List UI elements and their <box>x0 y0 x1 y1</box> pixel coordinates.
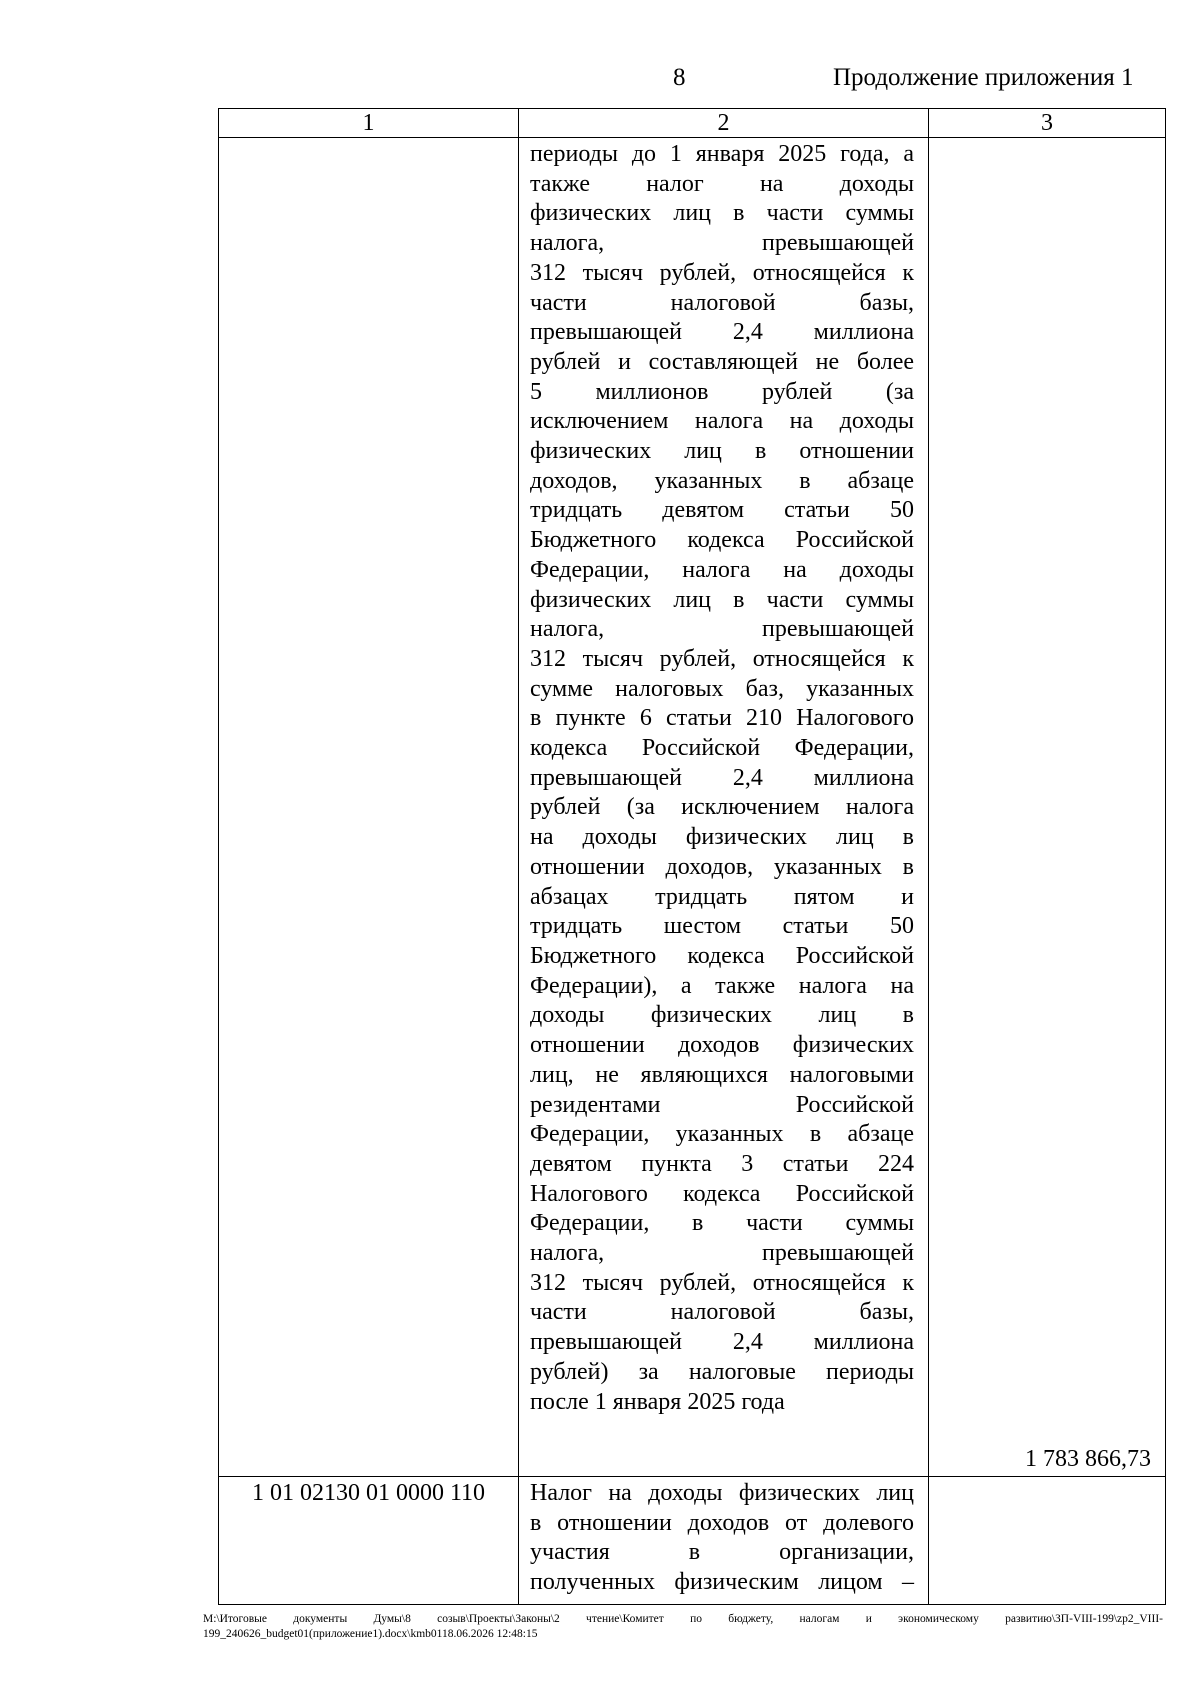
description-line: в отношении доходов от долевого <box>530 1509 914 1536</box>
page-number: 8 <box>673 64 686 91</box>
description-line: Федерации, указанных в абзаце <box>530 1121 914 1148</box>
column-header-3: 3 <box>929 109 1166 138</box>
continuation-note: Продолжение приложения 1 <box>833 64 1134 91</box>
description-line: полученных физическим лицом – <box>530 1569 914 1596</box>
description-line: Федерации, налога на доходы <box>530 556 914 583</box>
description-line: отношении доходов физических <box>530 1032 914 1059</box>
file-path-line: 199_240626_budget01(приложение1).docx\kmb0118.06.2026 12:48:15 <box>203 1628 538 1640</box>
budget-code-cell: 1 01 02130 01 0000 110 <box>219 1477 519 1605</box>
description-line: физических лиц в части суммы <box>530 200 914 227</box>
description-line: Налог на доходы физических лиц <box>530 1480 914 1506</box>
description-line: тридцать девятом статьи 50 <box>530 497 914 524</box>
description-line: Бюджетного кодекса Российской <box>530 942 914 969</box>
description-line: налога, превышающей <box>530 230 914 257</box>
description-line: налога, превышающей <box>530 1240 914 1267</box>
amount-cell <box>929 1477 1166 1605</box>
description-line: участия в организации, <box>530 1539 914 1566</box>
description-line: физических лиц в отношении <box>530 438 914 465</box>
description-line: кодекса Российской Федерации, <box>530 735 914 762</box>
description-line: превышающей 2,4 миллиона <box>530 764 914 791</box>
description-line: тридцать шестом статьи 50 <box>530 913 914 940</box>
description-line: 5 миллионов рублей (за <box>530 378 914 405</box>
description-line: части налоговой базы, <box>530 1299 914 1326</box>
description-line: рублей) за налоговые периоды <box>530 1358 914 1385</box>
description-line: Налогового кодекса Российской <box>530 1180 914 1207</box>
description-line: доходы физических лиц в <box>530 1002 914 1029</box>
description-line: доходов, указанных в абзаце <box>530 467 914 494</box>
description-line: физических лиц в части суммы <box>530 586 914 613</box>
table-row <box>219 138 1166 1477</box>
description-line: отношении доходов, указанных в <box>530 853 914 880</box>
description-line: лиц, не являющихся налоговыми <box>530 1061 914 1088</box>
description-line: абзацах тридцать пятом и <box>530 883 914 910</box>
description-line: также налог на доходы <box>530 170 914 197</box>
description-line: рублей и составляющей не более <box>530 348 914 375</box>
description-line: налога, превышающей <box>530 616 914 643</box>
budget-code-cell <box>219 138 519 1477</box>
table-header-row <box>219 109 1166 138</box>
description-line: превышающей 2,4 миллиона <box>530 319 914 346</box>
description-line: Федерации, в части суммы <box>530 1210 914 1237</box>
description-line: периоды до 1 января 2025 года, а <box>530 141 914 167</box>
description-line: после 1 января 2025 года <box>530 1388 785 1415</box>
table-row <box>219 1477 1166 1605</box>
description-line: исключением налога на доходы <box>530 408 914 435</box>
column-header-2: 2 <box>519 109 929 138</box>
description-line: девятом пункта 3 статьи 224 <box>530 1150 914 1177</box>
amount-value: 1 783 866,73 <box>1025 1446 1151 1473</box>
budget-table <box>218 108 1166 1605</box>
description-line: на доходы физических лиц в <box>530 824 914 851</box>
column-header-1: 1 <box>219 109 519 138</box>
description-line: рублей (за исключением налога <box>530 794 914 821</box>
description-line: резидентами Российской <box>530 1091 914 1118</box>
description-line: 312 тысяч рублей, относящейся к <box>530 1269 914 1296</box>
description-cell <box>519 138 929 1477</box>
description-line: Бюджетного кодекса Российской <box>530 527 914 554</box>
description-line: 312 тысяч рублей, относящейся к <box>530 259 914 286</box>
description-line: Федерации), а также налога на <box>530 972 914 999</box>
description-line: части налоговой базы, <box>530 289 914 316</box>
file-path-footer <box>203 1612 1163 1642</box>
description-line: превышающей 2,4 миллиона <box>530 1329 914 1356</box>
description-line: 312 тысяч рублей, относящейся к <box>530 645 914 672</box>
description-line: сумме налоговых баз, указанных <box>530 675 914 702</box>
description-cell <box>519 1477 929 1605</box>
file-path-line: M:\Итоговые документы Думы\8 созыв\Проекты\Законы\2 чтение\Комитет по бюджету, налогам и экономическому развитию\ЗП-VIII-199\zp2_VIII- <box>203 1613 1163 1625</box>
amount-cell <box>929 138 1166 1477</box>
description-line: в пункте 6 статьи 210 Налогового <box>530 705 914 732</box>
